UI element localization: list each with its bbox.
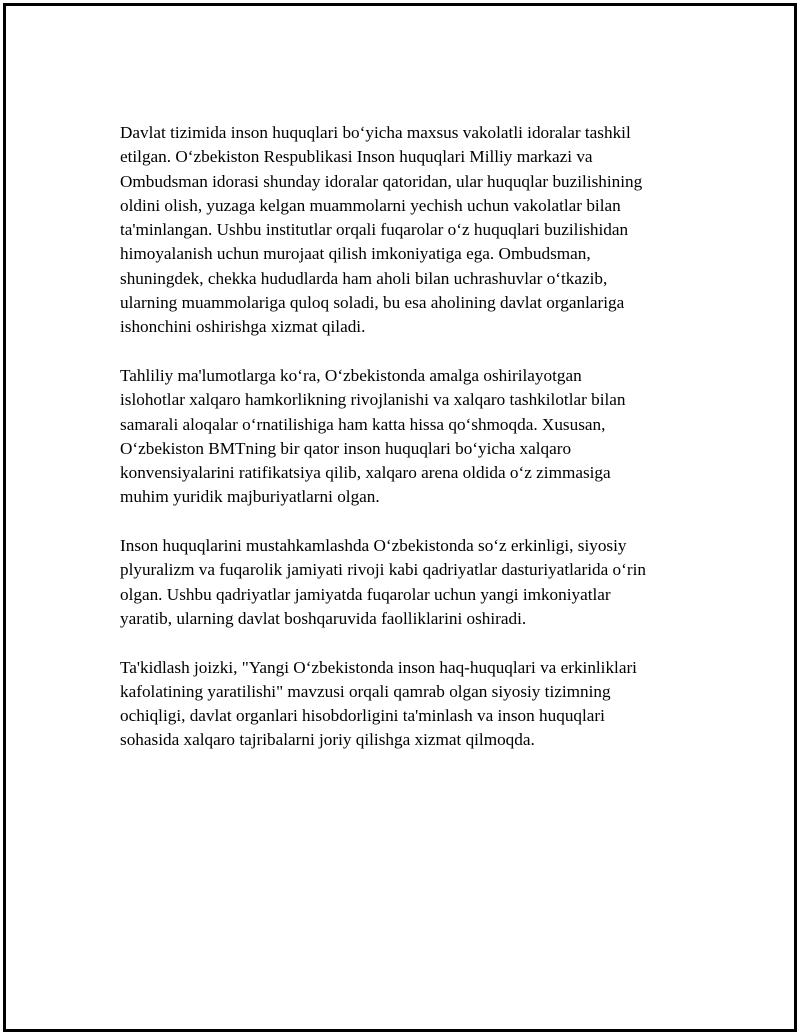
text-line: ta'minlangan. Ushbu institutlar orqali fuqarolar o‘z huquqlari buzilishidan xyxy=(120,220,629,240)
text-line: kafolatining yaratilishi" mavzusi orqali qamrab olgan siyosiy tizimning xyxy=(120,681,611,701)
paragraph-2 xyxy=(120,364,695,510)
text-line: konvensiyalarini ratifikatsiya qilib, xalqaro arena oldida o‘z zimmasiga xyxy=(120,463,611,483)
document-page xyxy=(3,3,797,1032)
text-line: plyuralizm va fuqarolik jamiyati rivoji kabi qadriyatlar dasturiyatlarida o‘rin xyxy=(120,560,646,580)
text-line: etilgan. O‘zbekiston Respublikasi Inson huquqlari Milliy markazi va xyxy=(120,147,593,167)
text-line: olgan. Ushbu qadriyatlar jamiyatda fuqarolar uchun yangi imkoniyatlar xyxy=(120,584,611,604)
text-line: ochiqligi, davlat organlari hisobdorligini ta'minlash va inson huquqlari xyxy=(120,706,605,726)
paragraph-1 xyxy=(120,121,695,340)
text-line: shuningdek, chekka hududlarda ham aholi bilan uchrashuvlar o‘tkazib, xyxy=(120,268,608,288)
paragraph-4 xyxy=(120,656,695,753)
text-line: Ombudsman idorasi shunday idoralar qatoridan, ular huquqlar buzilishining xyxy=(120,171,643,191)
text-line: Tahliliy ma'lumotlarga ko‘ra, O‘zbekistonda amalga oshirilayotgan xyxy=(120,365,582,385)
text-line: yaratib, ularning davlat boshqaruvida faolliklarini oshiradi. xyxy=(120,608,527,628)
text-line: islohotlar xalqaro hamkorlikning rivojlanishi va xalqaro tashkilotlar bilan xyxy=(120,390,626,410)
text-line: ishonchini oshirishga xizmat qiladi. xyxy=(120,317,366,337)
text-line: Davlat tizimida inson huquqlari bo‘yicha maxsus vakolatli idoralar tashkil xyxy=(120,123,631,142)
text-line: sohasida xalqaro tajribalarni joriy qilishga xizmat qilmoqda. xyxy=(120,730,535,750)
document-body xyxy=(120,121,695,777)
text-line: O‘zbekiston BMTning bir qator inson huquqlari bo‘yicha xalqaro xyxy=(120,438,572,458)
text-line: oldini olish, yuzaga kelgan muammolarni yechish uchun vakolatlar bilan xyxy=(120,195,621,215)
text-line: himoyalanish uchun murojaat qilish imkoniyatiga ega. Ombudsman, xyxy=(120,244,591,264)
text-line: muhim yuridik majburiyatlarni olgan. xyxy=(120,487,380,507)
text-line: Inson huquqlarini mustahkamlashda O‘zbekistonda so‘z erkinligi, siyosiy xyxy=(120,536,627,556)
paragraph-3 xyxy=(120,534,695,631)
text-line: Ta'kidlash joizki, "Yangi O‘zbekistonda inson haq-huquqlari va erkinliklari xyxy=(120,657,637,677)
text-line: ularning muammolariga quloq soladi, bu esa aholining davlat organlariga xyxy=(120,293,625,313)
text-line: samarali aloqalar o‘rnatilishiga ham katta hissa qo‘shmoqda. Xususan, xyxy=(120,414,606,434)
